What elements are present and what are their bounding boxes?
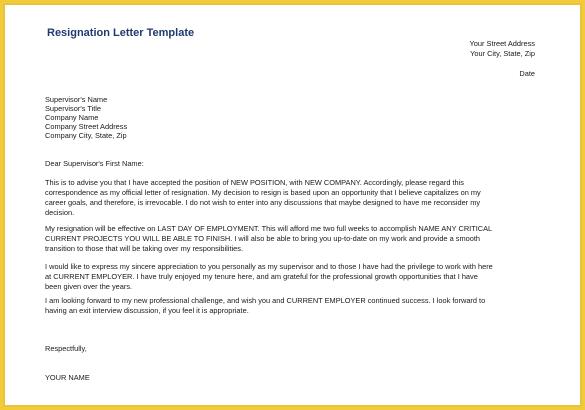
signature-name: YOUR NAME <box>45 373 90 382</box>
recipient-address <box>45 95 127 140</box>
paragraph-line: decision. <box>45 208 75 217</box>
paragraph-line: transition to those that will be taking over my responsibilities. <box>45 244 243 253</box>
paragraph-line: I am looking forward to my new professional challenge, and wish you and CURRENT EMPLOYER continued success. I look forward to <box>45 296 486 305</box>
document-title: Resignation Letter Template <box>47 27 195 39</box>
letter-page <box>5 5 580 405</box>
sender-address <box>470 39 535 59</box>
paragraph-line: CURRENT PROJECTS YOU WILL BE ABLE TO FINISH. I will also be able to bring you up-to-date on my work and provide a smooth <box>45 234 480 243</box>
paragraph-line: career goals, and therefore, is irrevocable. I do not wish to enter into any discussions that maybe designed to have me reconsider my <box>45 198 481 207</box>
paragraph-line: having an exit interview discussion, if you feel it is appropriate. <box>45 306 249 315</box>
paragraph-line: My resignation will be effective on LAST DAY OF EMPLOYMENT. This will afford me two full weeks to accomplish NAME ANY CRITICAL <box>45 224 493 233</box>
paragraph-line: This is to advise you that I have accepted the position of NEW POSITION, with NEW COMPANY. Accordingly, please regard this <box>45 178 464 187</box>
paragraph-line: I would like to express my sincere appreciation to you personally as my supervisor and to those I have had the privilege to work with here <box>45 262 493 271</box>
recipient-line: Supervisor's Title <box>45 104 102 114</box>
paragraph-line: at CURRENT EMPLOYER. I have truly enjoyed my tenure here, and am grateful for the professional growth opportunities that I have <box>45 272 478 281</box>
closing: Respectfully, <box>45 344 87 353</box>
paragraph-line: correspondence as my official letter of resignation. My decision to resign is based upon an opportunity that I believe capitalizes on my <box>45 188 481 197</box>
recipient-line: Company Name <box>45 113 99 123</box>
sender-street: Your Street Address <box>469 39 535 48</box>
paragraph-line: been given over the years. <box>45 282 133 291</box>
paragraph-acceptance <box>45 178 535 218</box>
recipient-line: Company Street Address <box>45 122 128 132</box>
recipient-line: Company City, State, Zip <box>45 131 127 141</box>
paragraph-effective-date <box>45 224 535 254</box>
sender-city: Your City, State, Zip <box>470 49 535 58</box>
paragraph-appreciation <box>45 262 535 292</box>
salutation: Dear Supervisor's First Name: <box>45 159 144 168</box>
paragraph-closing-remarks <box>45 296 535 316</box>
recipient-line: Supervisor's Name <box>45 95 108 104</box>
letter-date: Date <box>519 69 535 78</box>
